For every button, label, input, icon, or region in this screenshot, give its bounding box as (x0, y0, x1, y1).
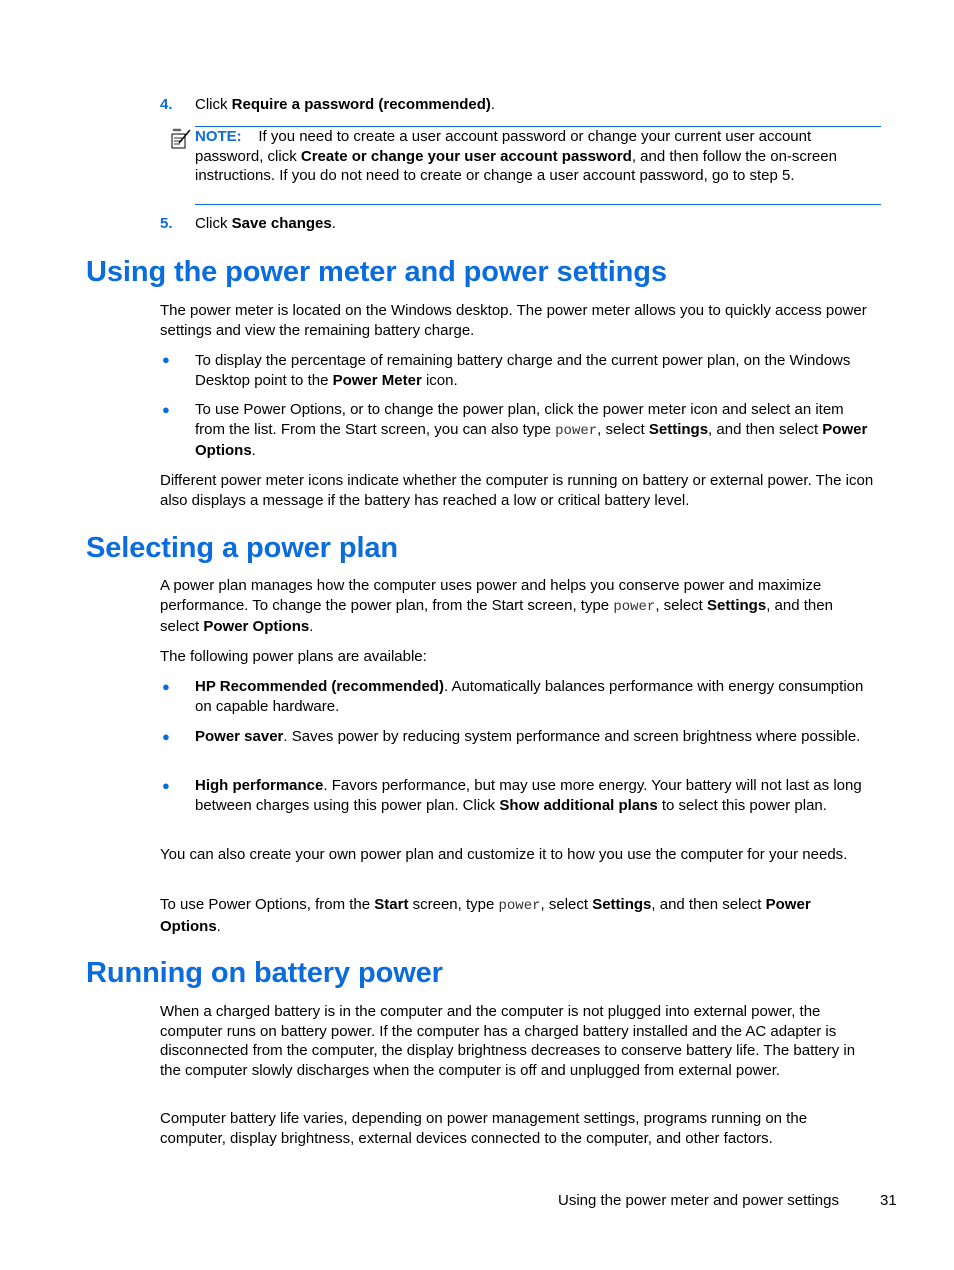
list-item: HP Recommended (recommended). Automatically balances performance with energy consumption on capable hardware. (195, 678, 864, 715)
paragraph: The following power plans are available: (160, 648, 427, 665)
list-item: Power saver. Saves power by reducing system performance and screen brightness where possible. (195, 728, 861, 745)
bullet-icon: ● (162, 778, 170, 793)
paragraph: The power meter is located on the Windows desktop. The power meter allows you to quickly access power settings and view the remaining battery charge. (160, 302, 867, 339)
bullet-icon: ● (162, 352, 170, 367)
list-item: High performance. Favors performance, but may use more energy. Your battery will not last as long between charges using this power plan. Click Show additional plans to select this power plan. (195, 777, 862, 814)
paragraph: When a charged battery is in the computer and the computer is not plugged into external power, the computer runs on battery power. If the computer has a charged battery installed and the AC adapter is disconnected from the computer, the display brightness decreases to conserve battery life. The battery in the computer slowly discharges when the computer is off and unplugged from external power. (160, 1003, 856, 1079)
paragraph: Computer battery life varies, depending on power management settings, programs running on the computer, display brightness, external devices connected to the computer, and other factors. (160, 1110, 808, 1147)
step-number: 5. (160, 215, 173, 232)
paragraph: You can also create your own power plan and customize it to how you use the computer for your needs. (160, 846, 848, 863)
step-text: Click Save changes. (195, 215, 336, 232)
bullet-icon: ● (162, 402, 170, 417)
step-text: Click Require a password (recommended). (195, 96, 496, 113)
bullet-icon: ● (162, 679, 170, 694)
note-pencil-icon (170, 128, 192, 150)
list-item: To use Power Options, or to change the power plan, click the power meter icon and select an item from the list. From the Start screen, you can also type power, select Settings, and then select Power Options. (195, 401, 868, 459)
footer-title: Using the power meter and power settings (558, 1192, 839, 1209)
bullet-icon: ● (162, 729, 170, 744)
paragraph: Different power meter icons indicate whether the computer is running on battery or external power. The icon also displays a message if the battery has reached a low or critical battery level. (160, 472, 874, 509)
note-body: NOTE: If you need to create a user account password or change your current user account password, click Create or change your user account password, and then follow the on-screen instructions. If you do not need to create or change a user account password, go to step 5. (195, 128, 837, 184)
section-heading: Using the power meter and power settings (86, 256, 667, 288)
section-heading: Selecting a power plan (86, 532, 399, 564)
list-item: To display the percentage of remaining battery charge and the current power plan, on the Windows Desktop point to the Power Meter icon. (195, 352, 851, 389)
paragraph: To use Power Options, from the Start screen, type power, select Settings, and then select Power Options. (160, 896, 811, 935)
step-number: 4. (160, 96, 173, 113)
section-heading: Running on battery power (86, 957, 443, 989)
paragraph: A power plan manages how the computer uses power and helps you conserve power and maximize performance. To change the power plan, from the Start screen, type power, select Settings, and then select Power Options. (160, 577, 833, 635)
note-label: NOTE: (195, 128, 242, 145)
note-bottom-rule (195, 204, 881, 205)
page-number: 31 (880, 1192, 897, 1209)
